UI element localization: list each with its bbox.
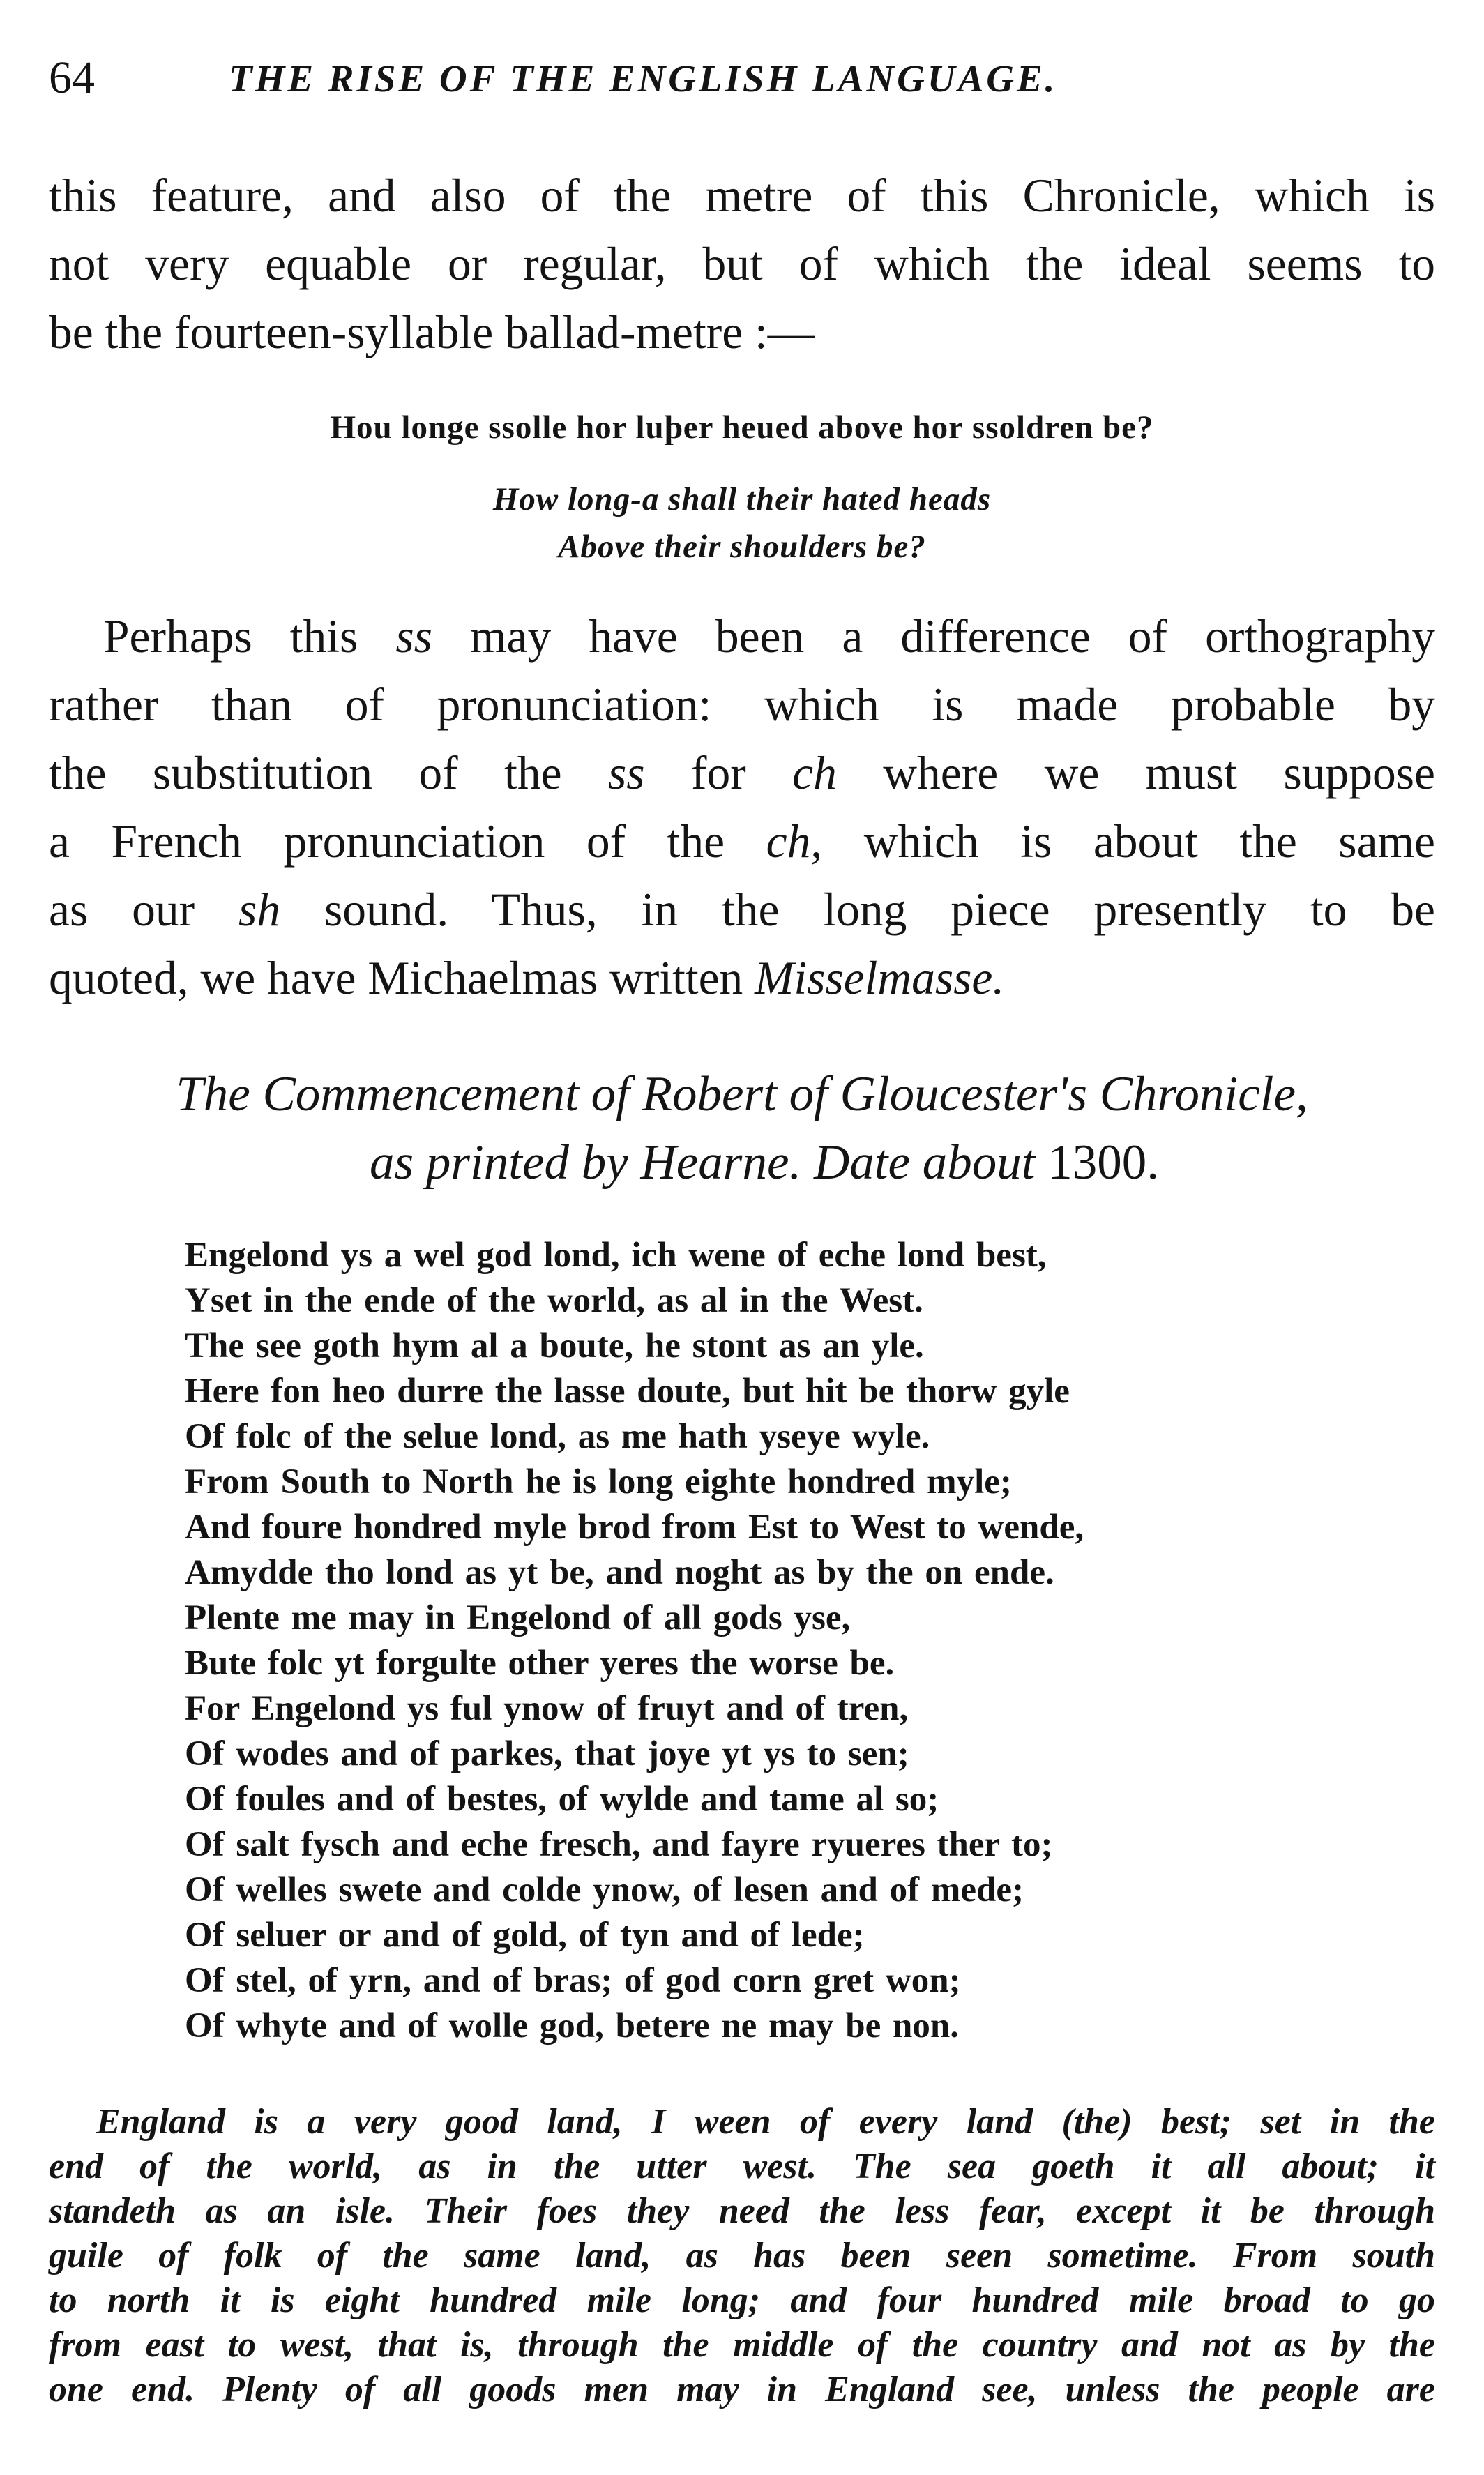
running-header — [49, 50, 1435, 106]
poem-line: Of welles swete and colde ynow, of lesen and of mede; — [185, 1870, 1024, 1909]
section-heading — [0, 1060, 1484, 1197]
paragraph-line: rather than of pronunciation: which is made probable by — [49, 679, 1435, 731]
poem-line: Of wodes and of parkes, that joye yt ys to sen; — [185, 1734, 909, 1773]
translation-line: to north it is eight hundred mile long; and four hundred mile broad to go — [49, 2280, 1435, 2320]
prose-translation — [49, 2100, 1435, 2412]
text-run: Perhaps this — [103, 610, 396, 663]
italic-term: ch — [792, 747, 837, 799]
italic-term: ss — [607, 747, 645, 799]
translation-line: end of the world, as in the utter west. The sea goeth it all about; it — [49, 2147, 1435, 2186]
heading-year: 1300. — [1047, 1135, 1159, 1190]
translation-line: from east to west, that is, through the middle of the country and not as by the — [49, 2325, 1435, 2365]
paragraph-line — [49, 944, 1435, 1013]
poem-line: Of folc of the selue lond, as me hath yseye wyle. — [185, 1417, 930, 1456]
text-run: sound. Thus, in the long piece presently to be — [280, 884, 1435, 936]
heading-text: as printed by Hearne. Date about — [370, 1135, 1048, 1190]
paragraph-line: be the fourteen-syllable ballad-metre :— — [49, 306, 815, 358]
paragraph-orthography — [49, 603, 1435, 1013]
translation-line: one end. Plenty of all goods men may in England see, unless the people are — [49, 2370, 1435, 2409]
italic-term: Misselmasse. — [755, 952, 1005, 1004]
poem-line: And foure hondred myle brod from Est to West to wende, — [185, 1508, 1084, 1547]
chronicle-poem — [185, 1233, 1301, 2049]
verse-quote-original: Hou longe ssolle hor luþer heued above hor ssoldren be? — [330, 409, 1154, 446]
text-run: quoted, we have Michaelmas written — [49, 952, 755, 1004]
poem-line: Of seluer or and of gold, of tyn and of lede; — [185, 1916, 865, 1955]
poem-line: Engelond ys a wel god lond, ich wene of eche lond best, — [185, 1236, 1047, 1275]
translation-line: standeth as an isle. Their foes they need the less fear, except it be through — [49, 2191, 1435, 2231]
poem-line: Of stel, of yrn, and of bras; of god corn gret won; — [185, 1961, 961, 2000]
running-title: THE RISE OF THE ENGLISH LANGUAGE. — [229, 57, 1058, 100]
poem-line: The see goth hym al a boute, he stont as an yle. — [185, 1326, 924, 1365]
text-run: as our — [49, 884, 239, 936]
poem-line: Yset in the ende of the world, as al in the West. — [185, 1281, 923, 1320]
poem-line: Of foules and of bestes, of wylde and tame al so; — [185, 1780, 939, 1819]
poem-line: Plente me may in Engelond of all gods yse, — [185, 1598, 851, 1637]
paragraph-line: not very equable or regular, but of which the ideal seems to — [49, 238, 1435, 290]
text-run: the substitution of the — [49, 747, 608, 799]
italic-term: sh — [238, 884, 281, 936]
poem-line: From South to North he is long eighte hondred myle; — [185, 1462, 1012, 1501]
heading-line: The Commencement of Robert of Gloucester's Chronicle, — [176, 1067, 1308, 1121]
poem-line: Of salt fysch and eche fresch, and fayre ryueres ther to; — [185, 1825, 1053, 1864]
poem-line: For Engelond ys ful ynow of fruyt and of tren, — [185, 1689, 909, 1728]
text-run: where we must suppose — [836, 747, 1435, 799]
text-run: , which is about the same — [810, 815, 1435, 868]
paragraph-line — [49, 808, 1435, 876]
poem-line: Amydde tho lond as yt be, and noght as by the on ende. — [185, 1553, 1054, 1592]
poem-line: Of whyte and of wolle god, betere ne may be non. — [185, 2006, 960, 2045]
translation-line: guile of folk of the same land, as has been seen sometime. From south — [49, 2236, 1435, 2276]
text-run: may have been a difference of orthography — [432, 610, 1436, 663]
verse-translation-line: How long-a shall their hated heads — [492, 481, 992, 517]
paragraph-line — [49, 876, 1435, 944]
paragraph-line — [49, 603, 1435, 671]
verse-quote-translation — [0, 476, 1484, 570]
translation-line: England is a very good land, I ween of every land (the) best; set in the — [96, 2102, 1435, 2142]
page-number: 64 — [49, 52, 95, 103]
text-run: a French pronunciation of the — [49, 815, 766, 868]
paragraph-line: this feature, and also of the metre of this Chronicle, which is — [49, 169, 1435, 222]
paragraph-line — [49, 739, 1435, 808]
italic-term: ss — [395, 610, 432, 663]
verse-translation-line: Above their shoulders be? — [558, 529, 926, 565]
text-run: for — [644, 747, 793, 799]
paragraph-intro — [49, 162, 1435, 367]
poem-line: Bute folc yt forgulte other yeres the worse be. — [185, 1644, 895, 1683]
heading-line — [0, 1128, 1484, 1197]
poem-line: Here fon heo durre the lasse doute, but hit be thorw gyle — [185, 1372, 1070, 1411]
italic-term: ch — [766, 815, 811, 868]
